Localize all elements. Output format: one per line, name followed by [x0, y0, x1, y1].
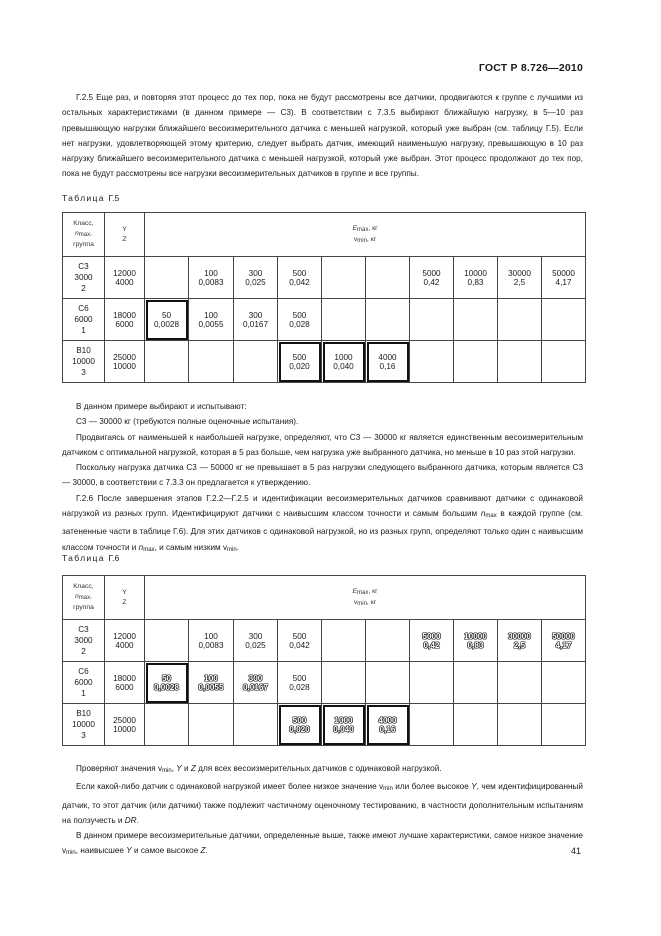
row-yz: 25000 10000 [105, 341, 145, 383]
table-cell: 5000 0,42 [410, 257, 454, 299]
table-cell [498, 341, 542, 383]
paragraph-g25 [62, 90, 583, 182]
bottom-line-1: Проверяют значения $v_{min}$, Y и Z для всех весоизмерительных датчиков с одинаковой нагрузкой. [76, 764, 442, 774]
table-cell: 10000 0,83 [454, 620, 498, 662]
page-number: 41 [570, 846, 581, 856]
table-cell: 500 0,042 [278, 620, 322, 662]
table-cell: 30000 2,5 [498, 620, 542, 662]
table-cell: 500 0,020 [278, 704, 322, 746]
table-cell [454, 704, 498, 746]
row-class: С3 3000 2 [63, 620, 105, 662]
paragraph-g26: Г.2.6 После завершения этапов Г.2.2—Г.2.5 и идентификации весоизмерительных датчиков сравнивают датчики с одинаковой нагрузкой из разных групп. Идентифицируют датчики с наивысшим классом точности и самым большим $n_{max}$ в каждой группе (см. затененные части в таблице Г.6). Для этих датчиков с одинаковой нагрузкой, но из разных групп, определяют только один с наивысшим классом точности и $n_{max}$, и самым низким $v_{min}$. [62, 493, 584, 553]
table5-caption [62, 193, 119, 203]
table-cell [410, 299, 454, 341]
table-cell [322, 299, 366, 341]
row-yz: 25000 10000 [105, 704, 145, 746]
row-class: С6 6000 1 [63, 662, 105, 704]
table-cell [454, 299, 498, 341]
table-cell: 500 0,028 [278, 299, 322, 341]
table-cell: 300 0,0167 [234, 299, 278, 341]
header-emax-vmin: $E_{max}$, кг $v_{min}$, кг [145, 576, 586, 620]
table-cell: 500 0,028 [278, 662, 322, 704]
table-cell: 500 0,020 [278, 341, 322, 383]
table-cell [234, 704, 278, 746]
row-class: В10 10000 3 [63, 341, 105, 383]
table-cell: 100 0,0055 [189, 662, 234, 704]
header-class: Класс, $n_{max}$, группа [63, 576, 105, 620]
table-cell [322, 257, 366, 299]
header-yz: Y Z [105, 213, 145, 257]
table-cell [366, 257, 410, 299]
table-cell [542, 299, 586, 341]
table-cell: 500 0,042 [278, 257, 322, 299]
row-class: В10 10000 3 [63, 704, 105, 746]
row-class: С6 6000 1 [63, 299, 105, 341]
table-row [63, 257, 586, 299]
table-cell [542, 341, 586, 383]
table-row [63, 341, 586, 383]
table-cell: 1000 0,040 [322, 341, 366, 383]
table5-caption-word: Таблица [62, 193, 105, 203]
table-cell: 50000 4,17 [542, 620, 586, 662]
table-cell [189, 341, 234, 383]
row-yz: 12000 4000 [105, 620, 145, 662]
table-cell [234, 341, 278, 383]
table-cell [366, 299, 410, 341]
table-cell: 300 0,025 [234, 620, 278, 662]
table6-caption-number: Г.6 [108, 553, 120, 563]
table-cell: 5000 0,42 [410, 620, 454, 662]
table-row [63, 704, 586, 746]
bottom-line-3: В данном примере весоизмерительные датчики, определенные выше, также имеют лучшие характеристики, самое низкое значение $v_{min}$, наивысшее Y и самое высокое Z. [62, 831, 583, 857]
mid-line-2: С3 — 30000 кг (требуются полные оценочные испытания). [76, 417, 299, 427]
table-cell: 50000 4,17 [542, 257, 586, 299]
table-cell [189, 704, 234, 746]
table6-caption [62, 553, 119, 563]
paragraph-g25-text: Г.2.5 Еще раз, и повторяя этот процесс до тех пор, пока не будут рассмотрены все датчики, продвигаются к группе с лучшими из остальных характеристиками (в данном примере — С3). В соответствии с 7.3.5 выбирают ближайшую нагрузку, в 5—10 раз превышающую нагрузки ближайшего весоизмерительного датчика с меньшей нагрузкой, который уже выбран (см. таблицу Г.5). Если нет нагрузки, удовлетворяющей этому критерию, следует выбрать датчик, имеющий наименьшую нагрузку, превышающую в 10 раз нагрузку ближайшего весоизмерительного датчика с меньшей нагрузкой, который уже выбран. Этот процесс продолжают до тех пор, пока не будут рассмотрены все нагрузки весоизмерительных датчиков в группе и все группы. [62, 93, 583, 179]
table-cell: 50 0,0028 [145, 299, 189, 341]
document-header: ГОСТ Р 8.726—2010 [478, 62, 583, 74]
table-cell: 50 0,0028 [145, 662, 189, 704]
row-yz: 18000 6000 [105, 662, 145, 704]
table-cell [145, 704, 189, 746]
bottom-text [62, 761, 583, 862]
table-cell [498, 299, 542, 341]
table-cell [542, 662, 586, 704]
t5-grid [62, 212, 586, 383]
table-cell [410, 662, 454, 704]
table-cell [322, 620, 366, 662]
table-cell [498, 662, 542, 704]
t6-grid [62, 575, 586, 746]
header-yz: Y Z [105, 576, 145, 620]
mid-line-3: Продвигаясь от наименьшей к наибольшей нагрузке, определяют, что С3 — 30000 кг является единственным весоизмерительным датчиком с оптимальной нагрузкой, которая в 5 раз больше, чем нагрузка уже выбранного датчика, но меньше в 10 раз этой нагрузки. [62, 432, 583, 457]
table-cell [454, 341, 498, 383]
table-row [63, 299, 586, 341]
table-row [63, 620, 586, 662]
row-yz: 18000 6000 [105, 299, 145, 341]
table-cell [145, 257, 189, 299]
table-cell [366, 620, 410, 662]
table-cell: 100 0,0083 [189, 257, 234, 299]
table-cell [366, 662, 410, 704]
mid-line-4: Поскольку нагрузка датчика С3 — 50000 кг не превышает в 5 раз нагрузки следующего выбранного датчика, которым является С3 — 30000, в соответствии с 7.3.3 он предлагается к утверждению. [62, 463, 583, 488]
table-cell: 4000 0,16 [366, 704, 410, 746]
table-cell: 300 0,025 [234, 257, 278, 299]
table-cell: 4000 0,16 [366, 341, 410, 383]
table-cell [410, 704, 454, 746]
table-cell: 100 0,0083 [189, 620, 234, 662]
table-cell: 30000 2,5 [498, 257, 542, 299]
table-cell: 300 0,0167 [234, 662, 278, 704]
mid-line-1: В данном примере выбирают и испытывают: [76, 402, 247, 411]
table-cell [410, 341, 454, 383]
table-cell [498, 704, 542, 746]
table-cell [145, 620, 189, 662]
row-class: С3 3000 2 [63, 257, 105, 299]
table-cell [322, 662, 366, 704]
header-emax-vmin: $E_{max}$, кг $v_{min}$, кг [145, 213, 586, 257]
row-yz: 12000 4000 [105, 257, 145, 299]
table-cell [145, 341, 189, 383]
table-cell: 10000 0,83 [454, 257, 498, 299]
table-cell [542, 704, 586, 746]
table6-caption-word: Таблица [62, 553, 105, 563]
table-cell: 100 0,0055 [189, 299, 234, 341]
bottom-line-2: Если какой-либо датчик с одинаковой нагрузкой имеет более низкое значение $v_{min}$ или более высокое Y, чем идентифицированный датчик, то этот датчик (или датчики) также подлежит частичному оценочному тестированию, в частности дополнительным испытаниям на ползучесть и DR. [62, 782, 583, 825]
header-class: Класс, $n_{max}$, группа [63, 213, 105, 257]
table-cell: 1000 0,040 [322, 704, 366, 746]
middle-text [62, 399, 583, 558]
table-row [63, 662, 586, 704]
table5-caption-number: Г.5 [108, 193, 120, 203]
table-cell [454, 662, 498, 704]
